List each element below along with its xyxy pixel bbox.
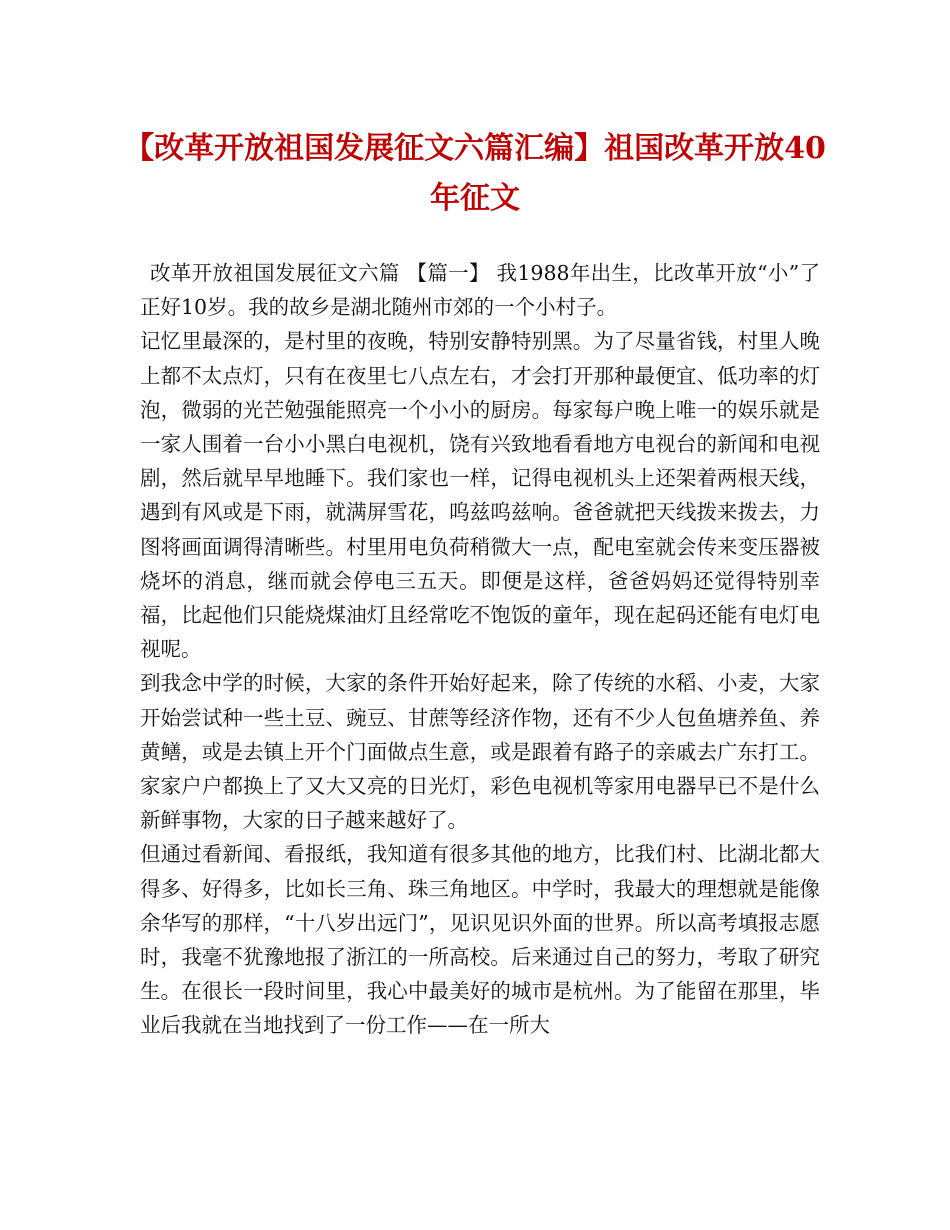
document-title: 【改革开放祖国发展征文六篇汇编】祖国改革开放40年征文 [124,131,826,216]
paragraph-3: 到我念中学的时候，大家的条件开始好起来，除了传统的水稻、小麦，大家开始尝试种一些土豆、豌豆、甘蔗等经济作物，还有不少人包鱼塘养鱼、养黄鳝，或是去镇上开个门面做点生意，或是跟着有路子的亲戚去广东打工。家家户户都换上了又大又亮的日光灯，彩色电视机等家用电器早已不是什么新鲜事物，大家的日子越来越好了。 [140,671,820,833]
document-body [140,256,820,1043]
paragraph-4: 但通过看新闻、看报纸，我知道有很多其他的地方，比我们村、比湖北都大得多、好得多，比如长三角、珠三角地区。中学时，我最大的理想就是能像余华写的那样，“十八岁出远门”，见识见识外面的世界。所以高考填报志愿时，我毫不犹豫地报了浙江的一所高校。后来通过自己的努力，考取了研究生。在很长一段时间里，我心中最美好的城市是杭州。为了能留在那里，毕业后我就在当地找到了一份工作——在一所大 [140,842,820,1038]
paragraph-1: 改革开放祖国发展征文六篇 【篇一】 我1988年出生，比改革开放“小”了正好10岁。我的故乡是湖北随州市郊的一个小村子。 [140,261,820,320]
paragraph-2: 记忆里最深的，是村里的夜晚，特别安静特别黑。为了尽量省钱，村里人晚上都不太点灯，只有在夜里七八点左右，才会打开那种最便宜、低功率的灯泡，微弱的光芒勉强能照亮一个小小的厨房。每家每户晚上唯一的娱乐就是一家人围着一台小小黑白电视机，饶有兴致地看看地方电视台的新闻和电视剧，然后就早早地睡下。我们家也一样，记得电视机头上还架着两根天线，遇到有风或是下雨，就满屏雪花，呜兹呜兹响。爸爸就把天线拨来拨去，力图将画面调得清晰些。村里用电负荷稍微大一点，配电室就会传来变压器被烧坏的消息，继而就会停电三五天。即便是这样，爸爸妈妈还觉得特别幸福，比起他们只能烧煤油灯且经常吃不饱饭的童年，现在起码还能有电灯电视呢。 [140,329,820,662]
